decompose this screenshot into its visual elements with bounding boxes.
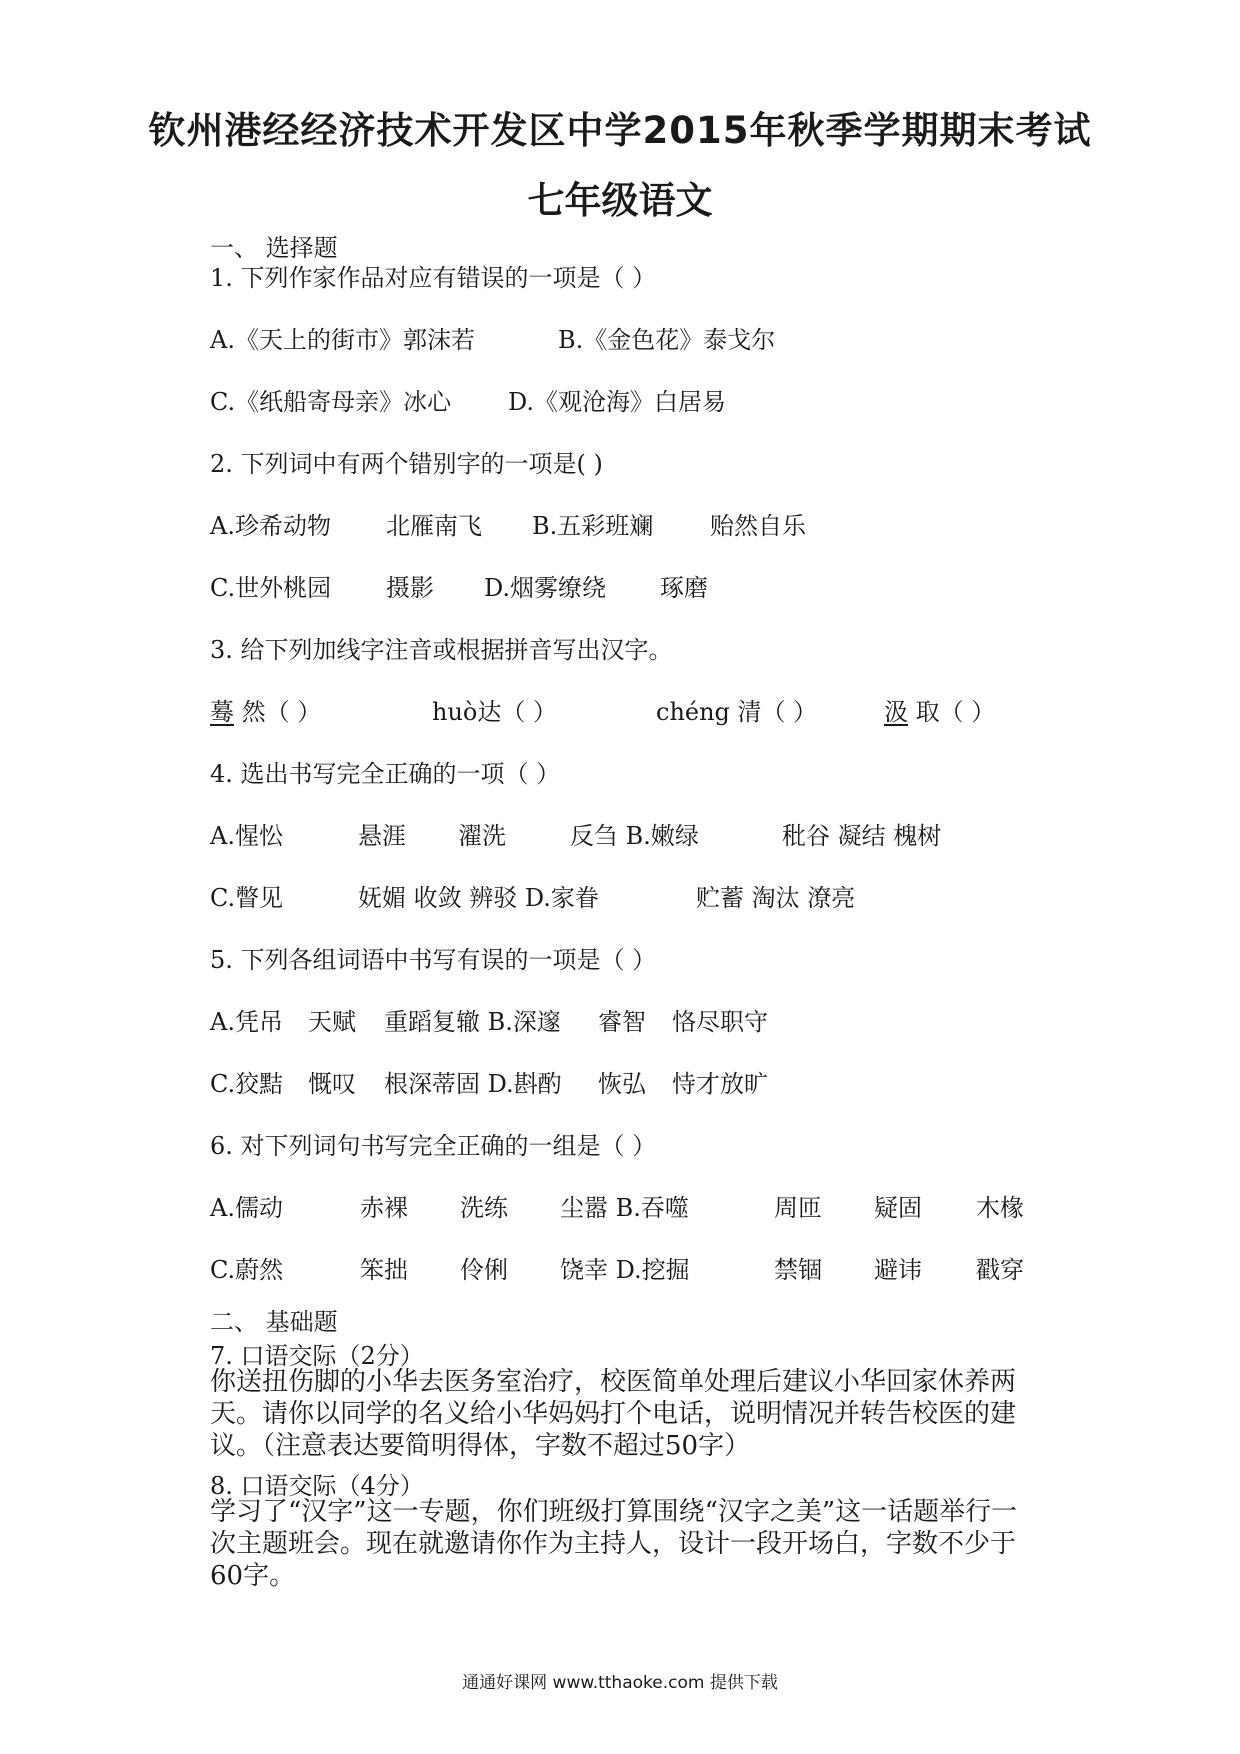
question-4-word: 贮蓄 淘汰 潦亮 (696, 884, 856, 912)
question-4-word: A.惺忪 (210, 822, 283, 850)
question-3-item-4 (884, 692, 995, 727)
question-5-word: C.狡黠 (210, 1070, 284, 1098)
question-4-word: 秕谷 凝结 槐树 (782, 822, 942, 850)
question-1-option-b: B.《金色花》泰戈尔 (558, 326, 776, 354)
question-3-item-2: huò达（ ） (432, 698, 557, 726)
question-6-word: 禁锢 (774, 1256, 822, 1284)
exam-title: 钦州港经经济技术开发区中学2015年秋季学期期末考试 (148, 109, 1092, 152)
question-2-word: 北雁南飞 (386, 512, 482, 540)
section-heading-basic: 二、 基础题 (210, 1308, 338, 1336)
question-5-word: 天赋 (308, 1008, 356, 1036)
question-2-word: 贻然自乐 (710, 512, 806, 540)
question-6-word: 周匝 (774, 1194, 822, 1222)
question-2-word: D.烟雾缭绕 (484, 574, 607, 602)
question-5-word: 重蹈复辙 B.深邃 (384, 1008, 561, 1036)
question-1-option-d: D.《观沧海》白居易 (508, 388, 727, 416)
question-4-word: C.瞥见 (210, 884, 284, 912)
question-6-word: A.儒动 (210, 1194, 283, 1222)
question-5-word: 恃才放旷 (672, 1070, 768, 1098)
question-6-word: 赤裸 (360, 1194, 408, 1222)
question-7-stem: 7. 口语交际（2分） (210, 1342, 424, 1370)
question-5-word: 慨叹 (308, 1070, 356, 1098)
question-3-item-1-text: 然（ ） (234, 698, 322, 726)
question-5-word: 睿智 (598, 1008, 646, 1036)
question-4-stem: 4. 选出书写完全正确的一项（ ） (210, 760, 561, 788)
question-6-word: 笨拙 (360, 1256, 408, 1284)
question-4-word: 濯洗 (458, 822, 506, 850)
question-2-stem: 2. 下列词中有两个错别字的一项是( ) (210, 450, 603, 478)
question-5-stem: 5. 下列各组词语中书写有误的一项是（ ） (210, 946, 657, 974)
footer-source: 通通好课网 www.tthaoke.com 提供下载 (462, 1673, 778, 1693)
question-1-stem: 1. 下列作家作品对应有错误的一项是（ ） (210, 264, 657, 292)
question-6-word: 避讳 (874, 1256, 922, 1284)
question-6-word: 饶幸 D.挖掘 (560, 1256, 690, 1284)
question-3-item-3: chéng 清（ ） (656, 698, 818, 726)
question-2-word: 摄影 (386, 574, 434, 602)
question-3-stem: 3. 给下列加线字注音或根据拼音写出汉字。 (210, 636, 673, 664)
question-8-stem: 8. 口语交际（4分） (210, 1472, 424, 1500)
question-5-word: A.凭吊 (210, 1008, 283, 1036)
question-6-word: 木椽 (976, 1194, 1024, 1222)
question-3-item-4-text: 取（ ） (908, 698, 996, 726)
question-6-word: C.蔚然 (210, 1256, 284, 1284)
question-7-body: 你送扭伤脚的小华去医务室治疗，校医简单处理后建议小华回家休养两天。请你以同学的名义给小华妈妈打个电话，说明情况并转告校医的建议。（注意表达要简明得体，字数不超过50字） (210, 1367, 1017, 1461)
question-6-word: 洗练 (460, 1194, 508, 1222)
question-6-word: 疑固 (874, 1194, 922, 1222)
question-5-word: 根深蒂固 D.斟酌 (384, 1070, 562, 1098)
question-4-word: 妩媚 收敛 辨驳 D.家眷 (358, 884, 599, 912)
question-2-word: A.珍希动物 (210, 512, 331, 540)
question-6-word: 尘嚣 B.吞噬 (560, 1194, 689, 1222)
question-2-word: 琢磨 (660, 574, 708, 602)
question-6-word: 伶俐 (460, 1256, 508, 1284)
question-3-item-1 (210, 692, 321, 727)
question-6-stem: 6. 对下列词句书写完全正确的一组是（ ） (210, 1132, 657, 1160)
question-8-body: 学习了“汉字”这一专题，你们班级打算围绕“汉字之美”这一话题举行一次主题班会。现在就邀请你作为主持人，设计一段开场白，字数不少于60字。 (210, 1497, 1018, 1591)
question-1-option-c: C.《纸船寄母亲》冰心 (210, 388, 452, 416)
underlined-char: 蓦 (210, 698, 234, 726)
underlined-char: 汲 (884, 698, 908, 726)
section-heading-choice: 一、 选择题 (210, 234, 338, 262)
question-1-option-a: A.《天上的街市》郭沫若 (210, 326, 475, 354)
question-6-word: 戳穿 (976, 1256, 1024, 1284)
question-2-word: B.五彩班斓 (532, 512, 654, 540)
exam-subtitle: 七年级语文 (527, 179, 713, 222)
question-5-word: 恪尽职守 (672, 1008, 768, 1036)
question-2-word: C.世外桃园 (210, 574, 332, 602)
question-4-word: 反刍 B.嫩绿 (570, 822, 699, 850)
question-4-word: 悬涯 (358, 822, 406, 850)
question-5-word: 恢弘 (598, 1070, 646, 1098)
